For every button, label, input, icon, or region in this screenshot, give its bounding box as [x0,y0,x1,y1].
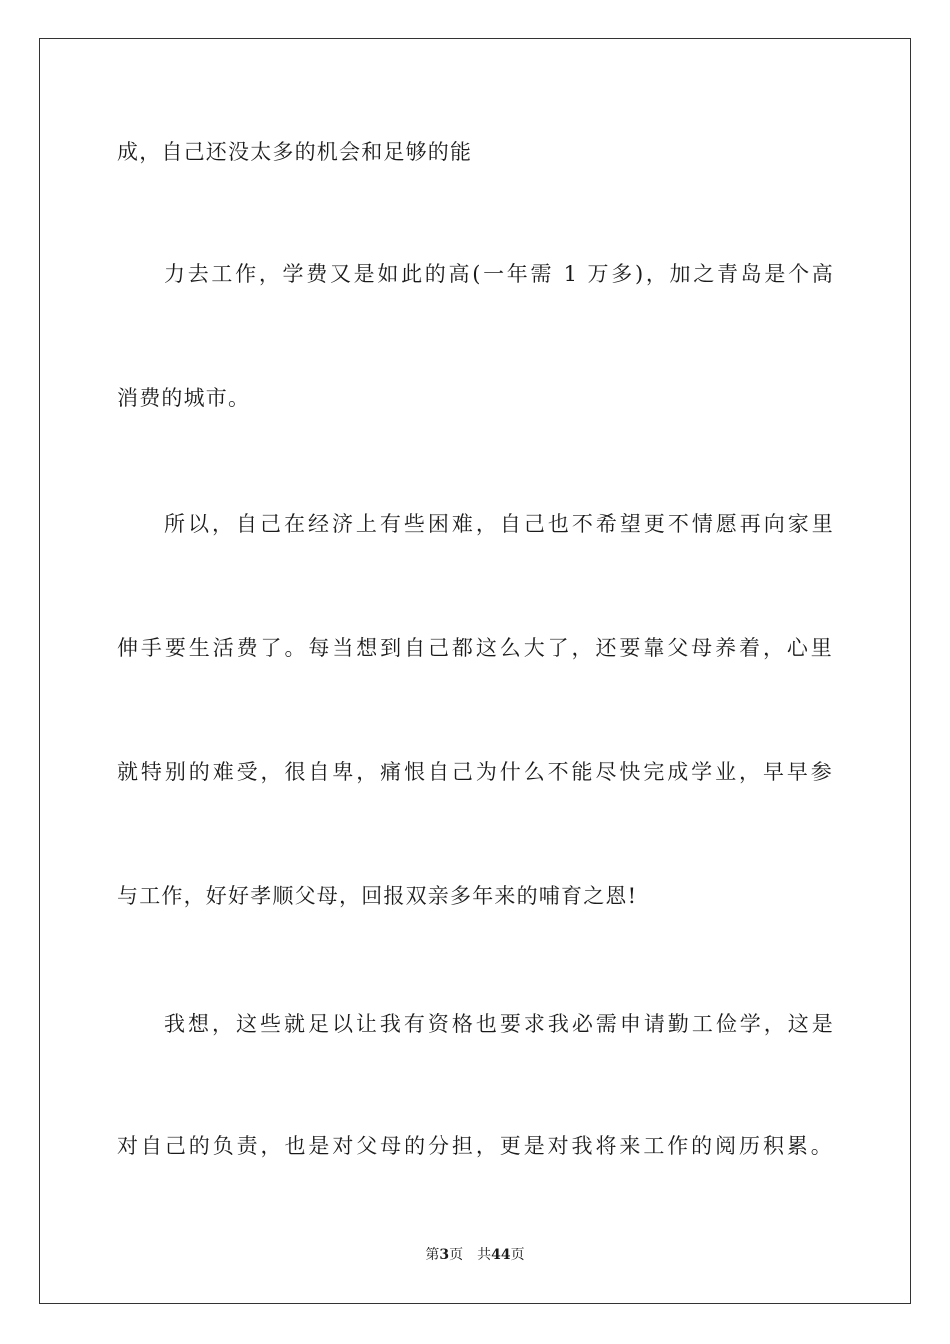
page-border [39,38,911,1304]
total-suffix: 页 [510,1247,525,1263]
page-suffix: 页 [449,1247,464,1263]
text-line-2: 力去工作，学费又是如此的高(一年需 1 万多)，加之青岛是个高 [164,262,834,286]
page-prefix: 第 [425,1247,440,1263]
total-pages: 44 [491,1247,511,1263]
page-footer [0,1245,950,1265]
total-prefix: 共 [477,1247,492,1263]
text-line-3: 消费的城市。 [117,386,251,410]
page-number: 3 [439,1247,450,1263]
text-line-6: 就特别的难受，很自卑，痛恨自己为什么不能尽快完成学业，早早参 [117,760,833,784]
text-line-9: 对自己的负责，也是对父母的分担，更是对我将来工作的阅历积累。 [117,1134,833,1158]
text-line-8: 我想，这些就足以让我有资格也要求我必需申请勤工俭学，这是 [164,1012,834,1036]
text-line-5: 伸手要生活费了。每当想到自己都这么大了，还要靠父母养着，心里 [117,636,833,660]
text-line-4: 所以，自己在经济上有些困难，自己也不希望更不情愿再向家里 [164,512,834,536]
text-line-1: 成，自己还没太多的机会和足够的能 [117,140,473,164]
text-line-7: 与工作，好好孝顺父母，回报双亲多年来的哺育之恩! [117,884,638,908]
